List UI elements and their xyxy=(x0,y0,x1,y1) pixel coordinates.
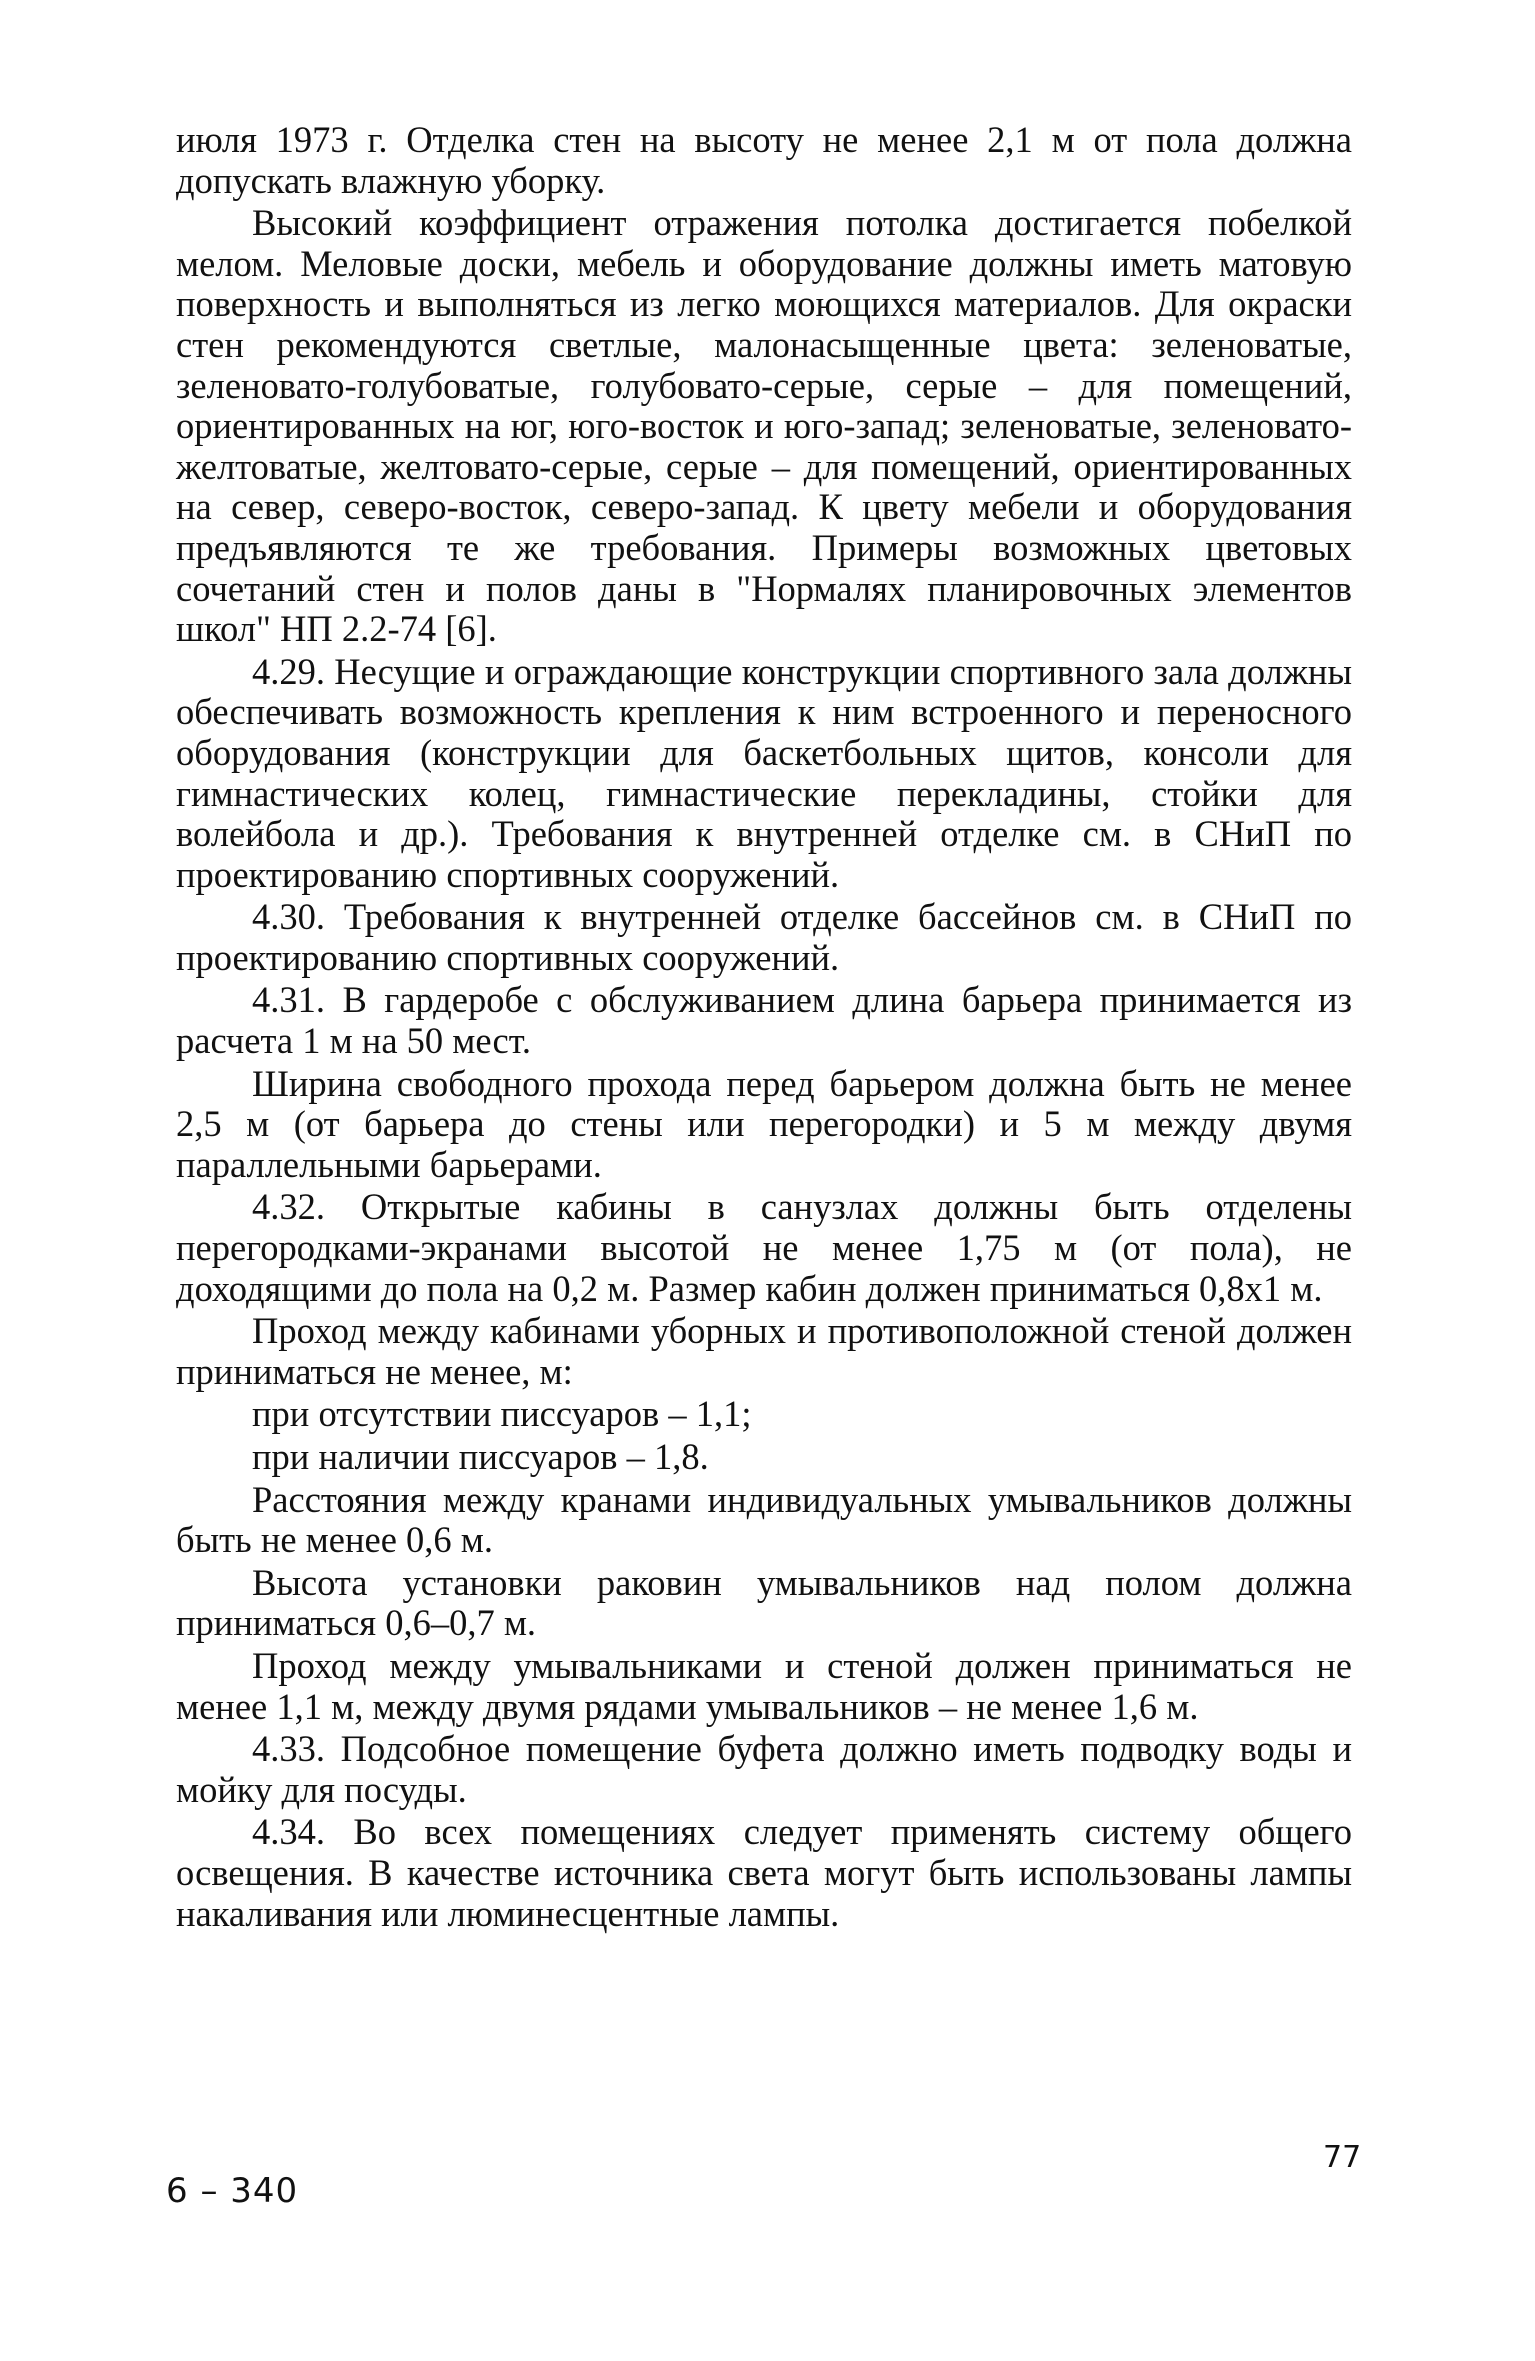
printer-signature: 6 – 340 xyxy=(166,2171,299,2211)
paragraph-tap-distance: Расстояния между кранами индивидуальных умывальников должны быть не менее 0,6 м. xyxy=(176,1478,1352,1561)
list-item-with-urinals: при наличии писсуаров – 1,8. xyxy=(252,1436,709,1477)
paragraph-passage-width: Ширина свободного прохода перед барьером должна быть не менее 2,5 м (от барьера до стены или перегородки) и 5 м между двумя параллельными барьерами. xyxy=(176,1062,1352,1185)
list-item-no-urinals: при отсутствии писсуаров – 1,1; xyxy=(252,1393,752,1435)
paragraph-4-32: 4.32. Открытые кабины в санузлах должны быть отделены перегородками-экранами высотой не менее 1,75 м (от пола), не доходящими до пола на 0,2 м. Размер кабин должен приниматься 0,8х1 м. xyxy=(176,1186,1352,1309)
paragraph-cabin-passage: Проход между кабинами уборных и противоположной стеной должен приниматься не менее, м: xyxy=(176,1310,1352,1392)
paragraph-wall-colors: Высокий коэффициент отражения потолка достигается побелкой мелом. Меловые доски, мебель и оборудование должны иметь матовую поверхность и выполняться из легко моющихся материалов. Для окраски стен рекомендуются светлые, малонасыщенные цвета: зеленоватые, зеленовато-голубоватые, голубовато-серые, серые – для помещений, ориентированных на юг, юго-восток и юго-запад; зеленоватые, зеленовато-желтоватые, желтовато-серые, серые – для помещений, ориентированных на север, северо-восток, северо-запад. К цвету мебели и оборудования предъявляются те же требования. Примеры возможных цветовых сочетаний стен и полов даны в "Нормалях планировочных элементов школ" НП 2.2-74 [6]. xyxy=(176,202,1352,650)
body-text xyxy=(176,120,1352,1934)
paragraph-continuation: июля 1973 г. Отделка стен на высоту не менее 2,1 м от пола должна допускать влажную уборку. xyxy=(176,119,1352,201)
paragraph-4-34: 4.34. Во всех помещениях следует применять систему общего освещения. В качестве источника света могут быть использованы лампы накаливания или люминесцентные лампы. xyxy=(176,1811,1352,1934)
paragraph-sink-height: Высота установки раковин умывальников над полом должна приниматься 0,6–0,7 м. xyxy=(176,1561,1352,1644)
paragraph-4-33: 4.33. Подсобное помещение буфета должно иметь подводку воды и мойку для посуды. xyxy=(176,1728,1352,1810)
paragraph-4-31: 4.31. В гардеробе с обслуживанием длина барьера принимается из расчета 1 м на 50 мест. xyxy=(176,979,1352,1062)
page-number: 77 xyxy=(1323,2140,1362,2175)
paragraph-4-29: 4.29. Несущие и ограждающие конструкции спортивного зала должны обеспечивать возможность крепления к ним встроенного и переносного оборудования (конструкции для баскетбольных щитов, консоли для гимнастических колец, гимнастические перекладины, стойки для волейбола и др.). Требования к внутренней отделке см. в СНиП по проектированию спортивных сооружений. xyxy=(176,650,1352,895)
paragraph-4-30: 4.30. Требования к внутренней отделке бассейнов см. в СНиП по проектированию спортивных сооружений. xyxy=(176,896,1352,978)
paragraph-sink-passage: Проход между умывальниками и стеной должен приниматься не менее 1,1 м, между двумя рядами умывальников – не менее 1,6 м. xyxy=(176,1644,1352,1727)
